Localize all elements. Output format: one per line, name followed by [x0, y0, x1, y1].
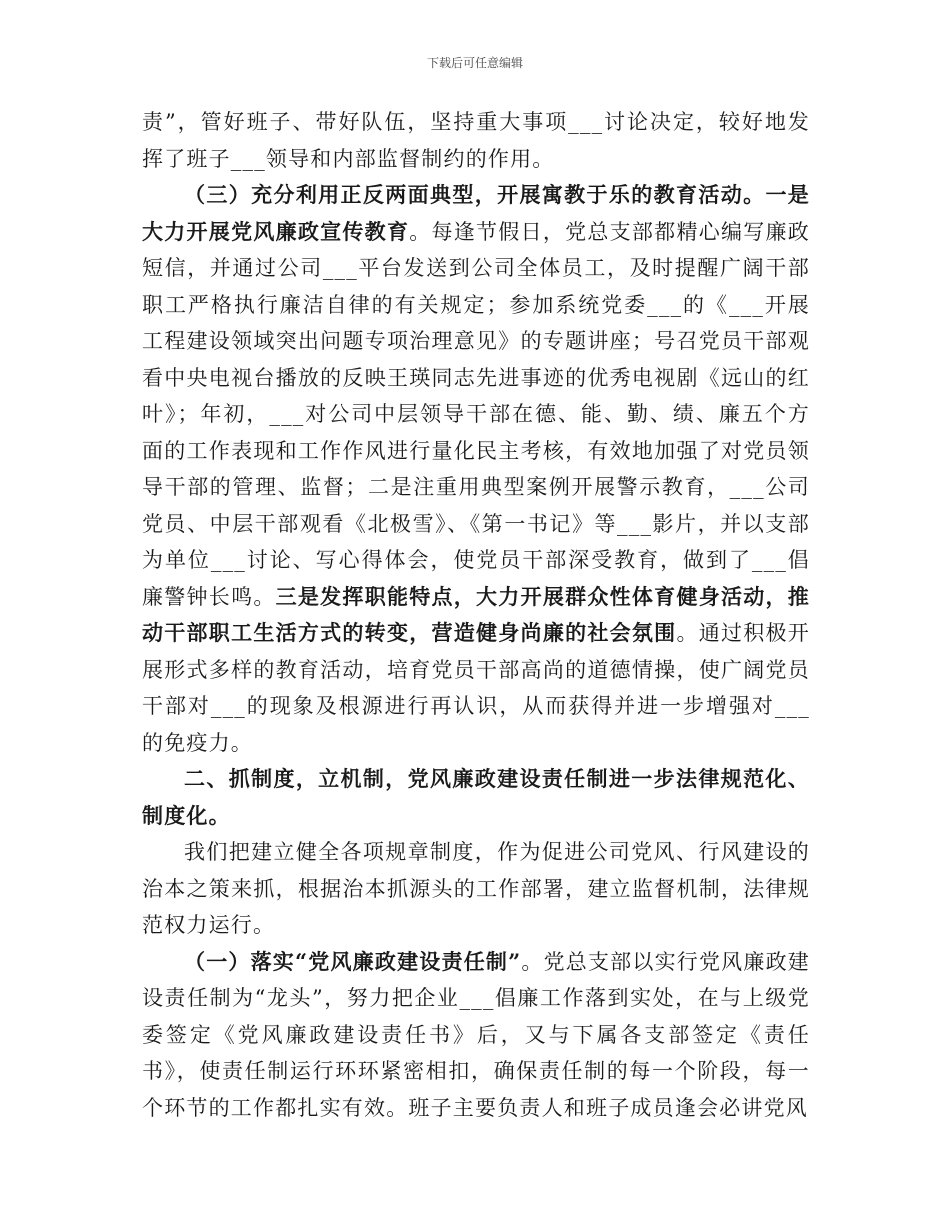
- point-three-heading: 三是发挥职能特点，大力开展群众性体育健身活动，推动干部职工生活方式的转变，营造健身尚廉的社会氛围: [142, 583, 810, 645]
- point-one-heading: 一是大力开展党风廉政宣传教育: [142, 182, 810, 244]
- page-header: 下载后可任意编辑: [426, 56, 523, 70]
- paragraph-5-text: 。党总支部以实行党风廉政建设责任制为“龙头”，努力把企业___倡廉工作落到实处，在与上级党委签定《党风廉政建设责任书》后，又与下属各支部签定《责任书》，使责任制运行环环紧密相扣，确保责任制的每一个阶段，每一个环节的工作都扎实有效。班子主要负责人和班子成员逢会必讲党风: [142, 949, 810, 1120]
- paragraph-2-text-2: 。通过积极开展形式多样的教育活动，培育党员干部高尚的道德情操，使广阔党员干部对___的现象及根源进行再认识，从而获得并进一步增强对___的免疫力。: [142, 621, 810, 755]
- document-body: [142, 104, 810, 1126]
- section-heading-3: （三）充分利用正反两面典型，开展寓教于乐的教育活动。: [184, 182, 766, 207]
- paragraph-1: 责”，管好班子、带好队伍，坚持重大事项___讨论决定，较好地发挥了班子___领导和内部监督制约的作用。: [142, 110, 810, 171]
- paragraph-5: [142, 944, 810, 1127]
- subsection-heading-1: （一）落实“党风廉政建设责任制”: [184, 948, 522, 974]
- section-heading-2: 二、抓制度，立机制，党风廉政建设责任制进一步法律规范化、制度化。: [142, 766, 810, 828]
- paragraph-2: [142, 177, 810, 761]
- paragraph-4: 我们把建立健全各项规章制度，作为促进公司党风、行风建设的治本之策来抓，根据治本抓源头的工作部署，建立监督机制，法律规范权力运行。: [142, 840, 810, 937]
- paragraph-2-text-1: 。每逢节假日，党总支部都精心编写廉政短信，并通过公司___平台发送到公司全体员工，及时提醒广阔干部职工严格执行廉洁自律的有关规定；参加系统党委___的《___开展工程建设领域突出问题专项治理意见》的专题讲座；号召党员干部观看中央电视台播放的反映王瑛同志先进事迹的优秀电视剧《远山的红叶》；年初，___对公司中层领导干部在德、能、勤、绩、廉五个方面的工作表现和工作作风进行量化民主考核，有效地加强了对党员领导干部的管理、监督；二是注重用典型案例开展警示教育，___公司党员、中层干部观看《北极雪》、《第一书记》等___影片，并以支部为单位___讨论、写心得体会，使党员干部深受教育，做到了___倡廉警钟长鸣。: [142, 219, 810, 609]
